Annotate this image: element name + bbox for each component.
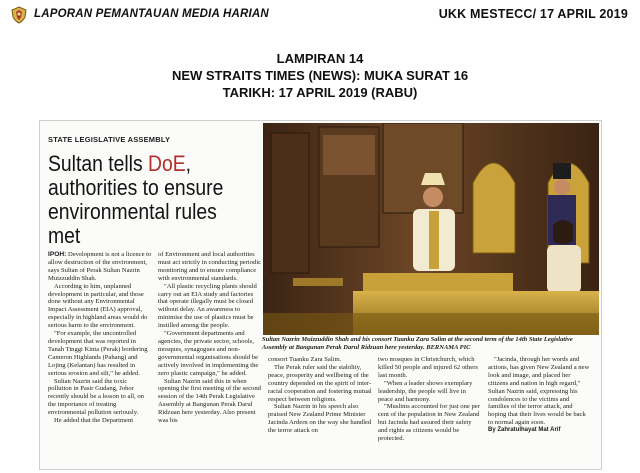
publication-date: TARIKH: 17 APRIL 2019 (RABU): [222, 85, 418, 100]
dateline: IPOH:: [48, 251, 67, 258]
paragraph: consort Tuanku Zara Salim.: [268, 356, 342, 363]
section-label: STATE LEGISLATIVE ASSEMBLY: [48, 135, 171, 144]
report-title: LAPORAN PEMANTAUAN MEDIA HARIAN: [34, 8, 269, 20]
paragraph: "Jacinda, through her words and actions, has given New Zealand a new look and image, and placed her citizens and nation in high regard," Sultan Nazrin said, expressing his condolences to the victims and families of the terror attack, and hoping that their lives would be back to normal again soon.: [488, 356, 590, 427]
article-column-2: [158, 251, 262, 425]
paragraph: of Environment and local authorities must act strictly in conducting periodic monitoring and to ensure compliance with environmental standards.: [158, 251, 262, 282]
paragraph: Sultan Nazrin in his speech also praised New Zealand Prime Minister Jacinda Ardern on the way she handled the terror attack on: [268, 403, 372, 435]
byline: By Zahratulhayat Mat Arif: [488, 427, 561, 434]
newspaper-clipping: [39, 120, 602, 470]
headline-part: , authorities to ensure environmental rules met: [48, 151, 224, 248]
paragraph: "Government departments and agencies, the private sector, schools, mosques, synagogues and non-governmental organisations should be actively involved in implementing the zero plastic campaign," he added.: [158, 330, 259, 377]
headline-part: Sultan tells: [48, 151, 149, 176]
paragraph: The Perak ruler said the stability, peace, prosperity and wellbeing of the country depended on the spirit of inter-racial cooperation and fostering mutual respect between religions.: [268, 363, 372, 403]
newspaper-source: NEW STRAITS TIMES (NEWS): MUKA SURAT 16: [171, 68, 469, 83]
report-date-label: UKK MESTECC/ 17 APRIL 2019: [438, 7, 628, 21]
photo-caption: Sultan Nazrin Muizzuddin Shah and his consort Tuanku Zara Salim at the second term of the 14th State Legislative Assembly at Bangunan Perak Darul Ridzuan here yesterday. BERNAMA PIC: [262, 336, 573, 351]
paragraph: "When a leader shows exemplary leadership, the people will live in peace and harmony.: [378, 379, 473, 403]
paragraph: He added that the Department: [54, 417, 134, 425]
news-photo: [263, 123, 599, 335]
paragraph: Development is not a licence to allow destruction of the environment, says Sultan of Perak Sultan Nazrin Muizzuddin Shah.: [48, 251, 152, 282]
paragraph: Sultan Nazrin said this in when opening the first meeting of the second session of the 14th Perak Legislative Assembly at Bangunan Perak Darul Ridzuan here yesterday. Also present was his: [158, 377, 261, 425]
article-column-3: [268, 356, 372, 435]
article-column-1: [48, 251, 152, 425]
paragraph: According to him, unplanned development in particular, and those done without any Environmental Impact Assessment (EIA) approval, especially in highland areas would do serious harm to the environment.: [48, 282, 148, 330]
paragraph: "For example, the uncontrolled development that was reported in Tanah Tinggi Kinta (Perak) bordering Cameron Highlands (Pahang) and Lojing (Kelantan) has resulted in serious erosion and silt," he added.: [48, 330, 148, 377]
crest-icon: [10, 6, 28, 24]
paragraph: Sultan Nazrin said the toxic pollution in Pasir Gudang, Johor recently should be a lesson to all, on the importance of treating environmental pollution seriously.: [48, 377, 144, 417]
paragraph: "Muslims accounted for just one per cent of the population in New Zealand but Jacinda had assured their safety and rights as citizens would be protected.: [378, 403, 480, 443]
headline: [48, 152, 242, 248]
appendix-number: LAMPIRAN 14: [276, 51, 364, 66]
article-column-4: [378, 356, 482, 443]
paragraph: "All plastic recycling plants should carry out an EIA study and factories that operate illegally must be closed without delay. An awareness to minimise the use of plastics must be instilled among the people.: [158, 282, 257, 330]
headline-highlight: DoE: [148, 151, 186, 176]
paragraph: two mosques in Christchurch, which killed 50 people and injured 62 others last month.: [378, 356, 478, 379]
article-column-5: [488, 356, 592, 435]
